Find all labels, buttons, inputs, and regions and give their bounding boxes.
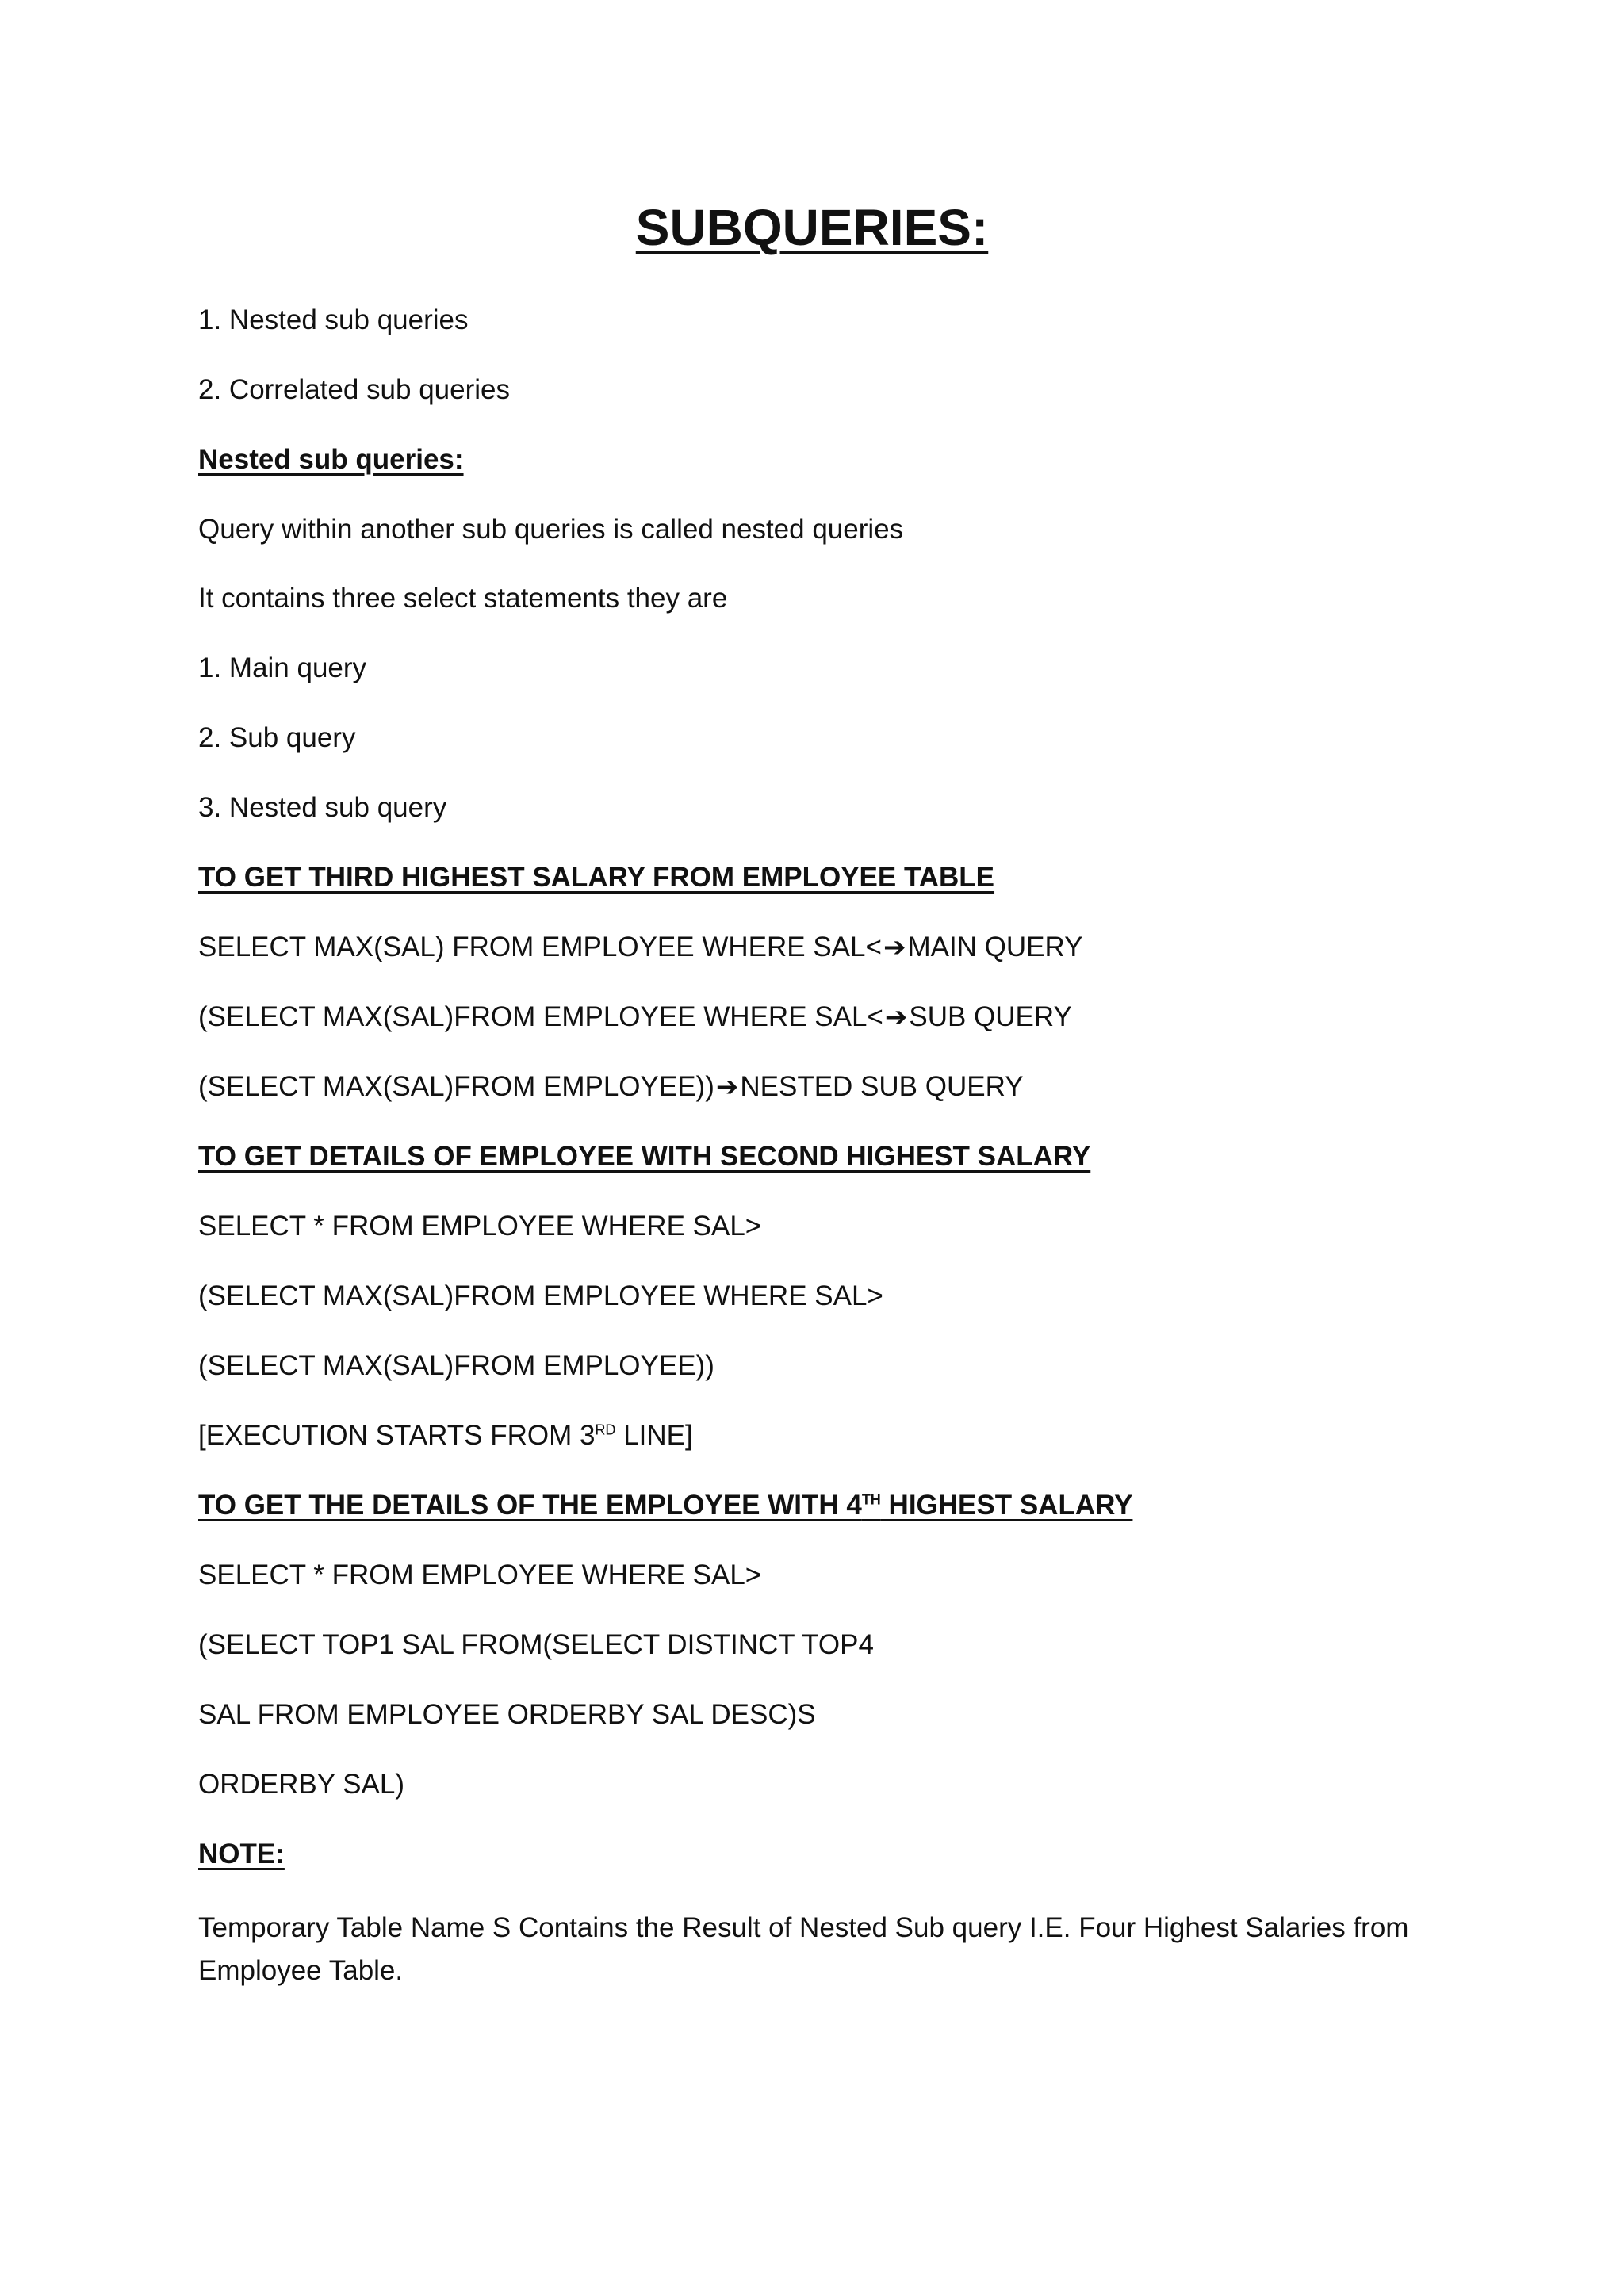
subquery-type-nested: 1. Nested sub queries xyxy=(198,304,469,335)
main-query-label: MAIN QUERY xyxy=(907,932,1083,962)
fourth-highest-heading-suffix: HIGHEST SALARY xyxy=(880,1490,1133,1521)
third-highest-heading: TO GET THIRD HIGHEST SALARY FROM EMPLOYEE TABLE xyxy=(198,862,995,893)
sub-query-label: SUB QUERY xyxy=(909,1001,1072,1032)
sub-query-line xyxy=(198,1000,1072,1035)
fourth-highest-heading xyxy=(198,1488,1132,1523)
fourth-highest-line-3: SAL FROM EMPLOYEE ORDERBY SAL DESC)S xyxy=(198,1699,816,1730)
execution-note xyxy=(198,1418,693,1453)
note-heading: NOTE: xyxy=(198,1839,285,1869)
nested-contains: It contains three select statements they are xyxy=(198,583,728,614)
nested-subqueries-heading: Nested sub queries: xyxy=(198,444,464,475)
main-query-line xyxy=(198,930,1083,965)
arrow-right-icon: ➔ xyxy=(884,1001,908,1033)
arrow-right-icon: ➔ xyxy=(883,932,906,963)
fourth-highest-line-4: ORDERBY SAL) xyxy=(198,1769,404,1800)
second-highest-line-2: (SELECT MAX(SAL)FROM EMPLOYEE WHERE SAL> xyxy=(198,1280,883,1311)
nested-part-nested: 3. Nested sub query xyxy=(198,792,447,823)
sub-query-code: (SELECT MAX(SAL)FROM EMPLOYEE WHERE SAL< xyxy=(198,1001,883,1032)
nested-part-sub: 2. Sub query xyxy=(198,722,356,753)
nested-sub-query-label: NESTED SUB QUERY xyxy=(740,1071,1024,1102)
nested-definition: Query within another sub queries is called nested queries xyxy=(198,514,904,545)
page-title: SUBQUERIES: xyxy=(635,199,989,256)
note-text: Temporary Table Name S Contains the Result of Nested Sub query I.E. Four Highest Salaries from Employee Table. xyxy=(198,1912,1409,1986)
second-highest-line-1: SELECT * FROM EMPLOYEE WHERE SAL> xyxy=(198,1211,762,1242)
nested-sub-query-line xyxy=(198,1070,1024,1104)
fourth-highest-line-2: (SELECT TOP1 SAL FROM(SELECT DISTINCT TOP4 xyxy=(198,1629,874,1660)
fourth-highest-heading-sup: TH xyxy=(861,1491,881,1508)
execution-note-sup: RD xyxy=(595,1422,616,1438)
execution-note-suffix: LINE] xyxy=(615,1420,693,1451)
fourth-highest-heading-prefix: TO GET THE DETAILS OF THE EMPLOYEE WITH 4 xyxy=(198,1490,862,1521)
subquery-type-correlated: 2. Correlated sub queries xyxy=(198,374,510,405)
fourth-highest-line-1: SELECT * FROM EMPLOYEE WHERE SAL> xyxy=(198,1559,762,1590)
second-highest-heading: TO GET DETAILS OF EMPLOYEE WITH SECOND HIGHEST SALARY xyxy=(198,1141,1091,1172)
second-highest-line-3: (SELECT MAX(SAL)FROM EMPLOYEE)) xyxy=(198,1350,714,1381)
main-query-code: SELECT MAX(SAL) FROM EMPLOYEE WHERE SAL< xyxy=(198,932,882,962)
arrow-right-icon: ➔ xyxy=(715,1071,739,1103)
nested-sub-query-code: (SELECT MAX(SAL)FROM EMPLOYEE)) xyxy=(198,1071,714,1102)
execution-note-prefix: [EXECUTION STARTS FROM 3 xyxy=(198,1420,596,1451)
nested-part-main: 1. Main query xyxy=(198,652,367,683)
